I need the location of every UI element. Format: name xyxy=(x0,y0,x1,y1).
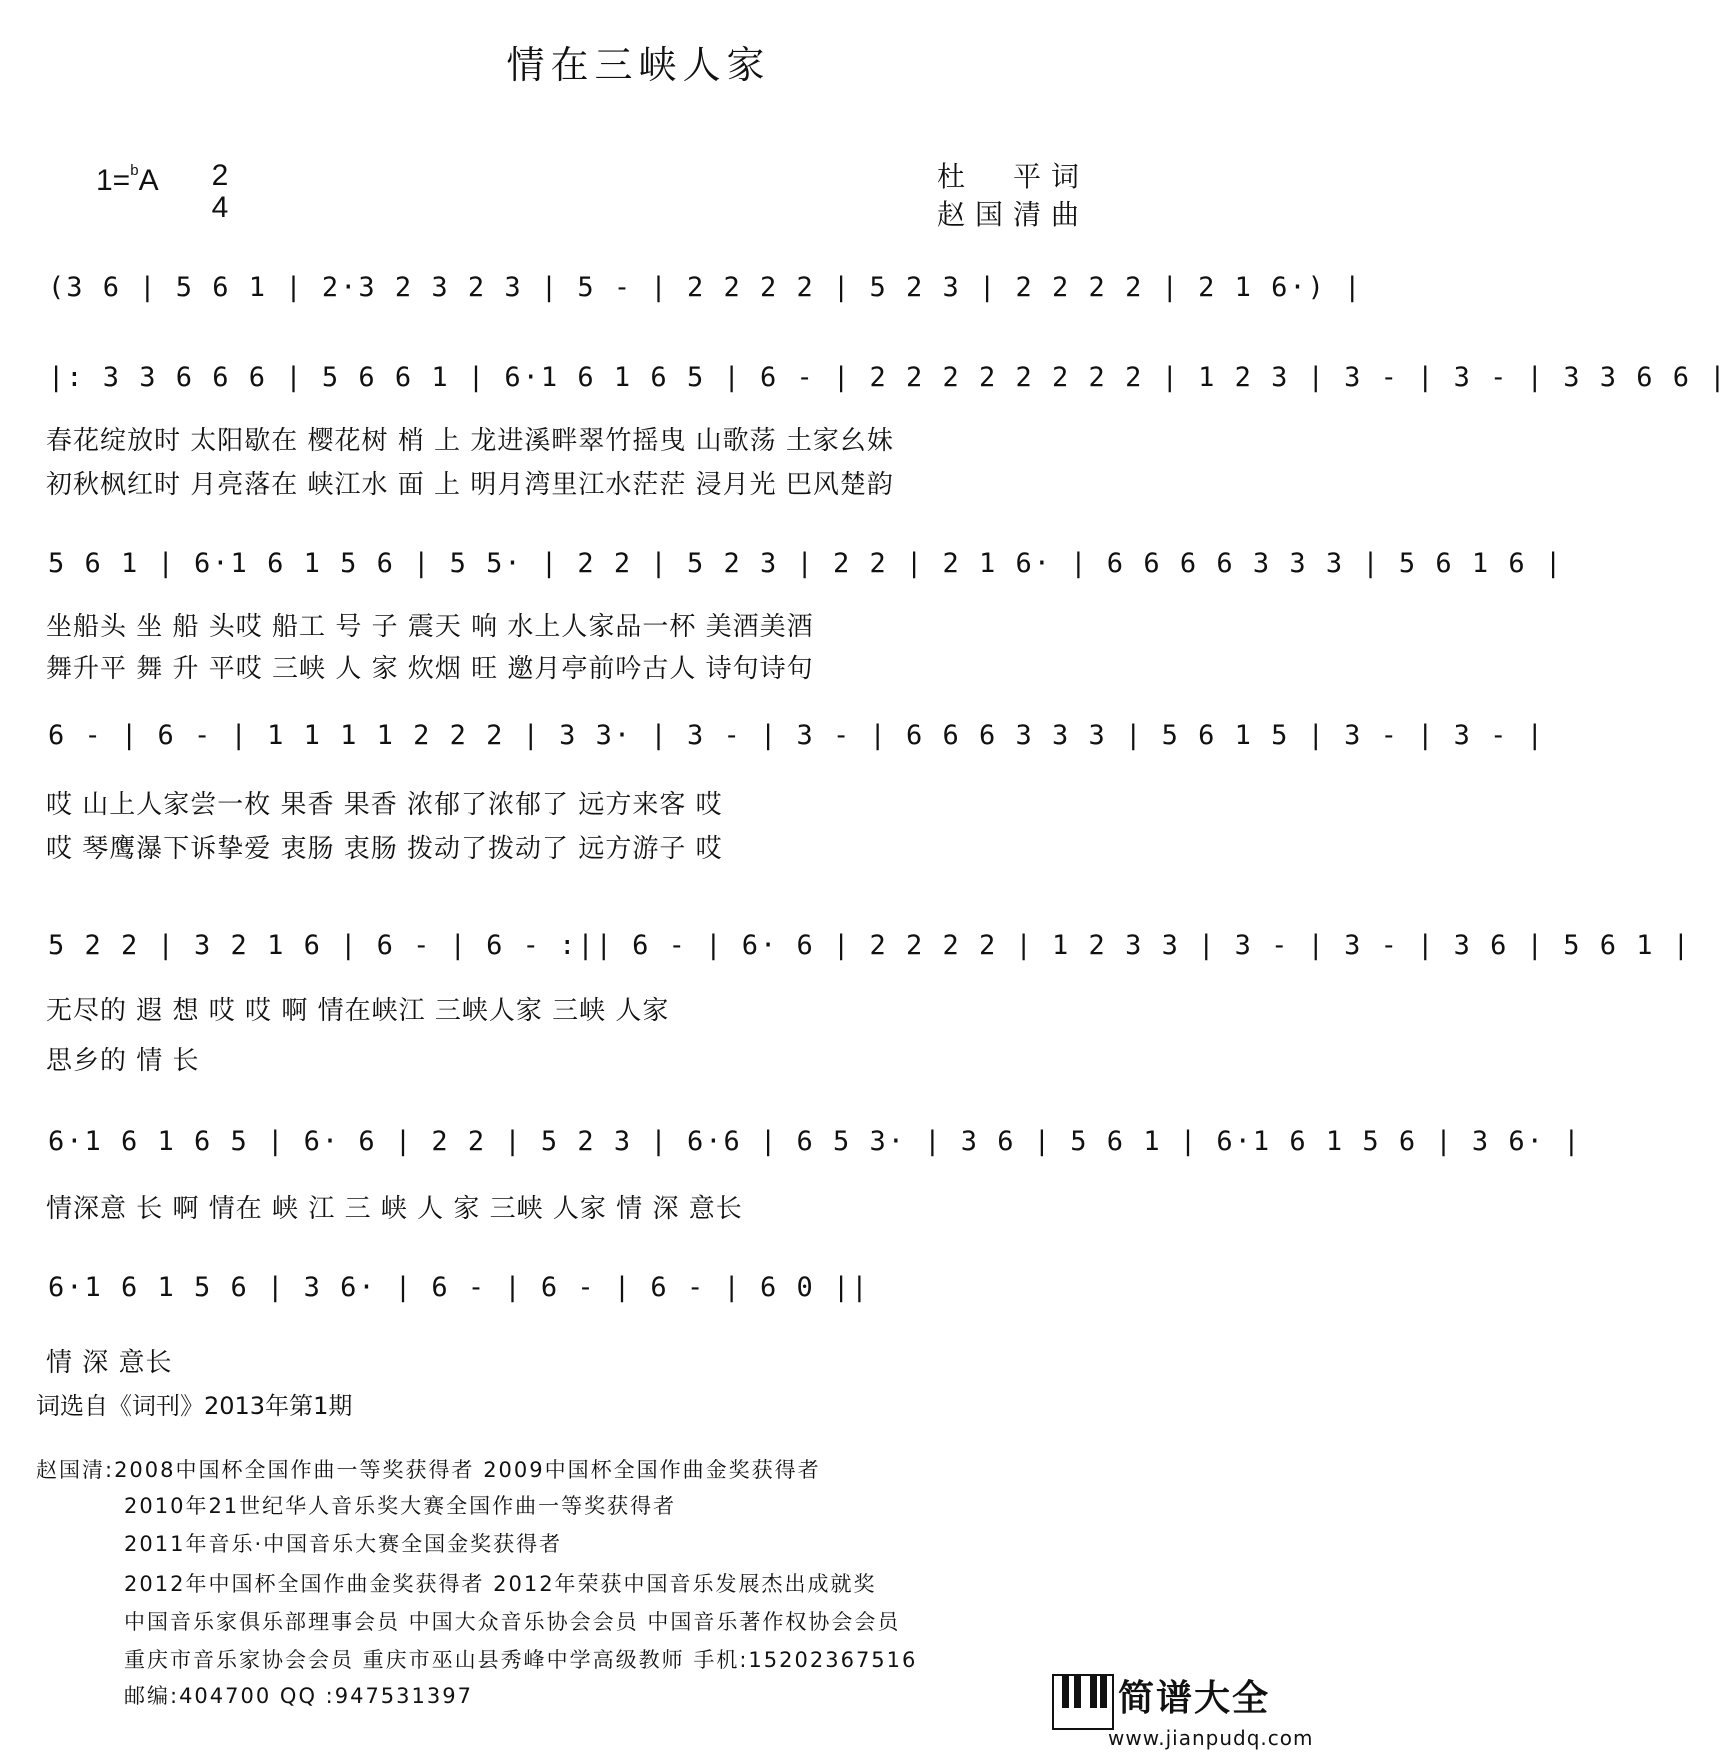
time-signature-bottom: 4 xyxy=(211,191,229,224)
bio-line-4: 2012年中国杯全国作曲金奖获得者 2012年荣获中国音乐发展杰出成就奖 xyxy=(124,1572,877,1596)
bio-line-5: 中国音乐家俱乐部理事会员 中国大众音乐协会会员 中国音乐著作权协会会员 xyxy=(124,1610,901,1634)
score-line-6-lyrics-verse1: 情深意 长 啊 情在 峡 江 三 峡 人 家 三峡 人家 情 深 意长 xyxy=(46,1194,743,1224)
bio-line-3: 2011年音乐·中国音乐大赛全国金奖获得者 xyxy=(124,1532,563,1556)
piano-keys-icon xyxy=(1052,1674,1114,1730)
key-flat: b xyxy=(130,162,139,179)
score-line-2-lyrics-verse2: 初秋枫红时 月亮落在 峡江水 面 上 明月湾里江水茫茫 浸月光 巴风楚韵 xyxy=(46,470,894,500)
score-line-3-lyrics-verse1: 坐船头 坐 船 头哎 船工 号 子 震天 响 水上人家品一杯 美酒美酒 xyxy=(46,612,814,642)
bio-line-2: 2010年21世纪华人音乐奖大赛全国作曲一等奖获得者 xyxy=(124,1494,677,1518)
score-line-4-notes: 6 - | 6 - | 1 1 1 1 2 2 2 | 3 3· | 3 - | 3 - | 6 6 6 3 3 3 | 5 6 1 5 | 3 - | 3 - | xyxy=(48,720,1545,751)
score-line-4-lyrics-verse1: 哎 山上人家尝一枚 果香 果香 浓郁了浓郁了 远方来客 哎 xyxy=(46,790,723,820)
lyrics-source-note: 词选自《词刊》2013年第1期 xyxy=(36,1392,353,1420)
score-line-4-lyrics-verse2: 哎 琴鹰瀑下诉挚爱 衷肠 衷肠 拨动了拨动了 远方游子 哎 xyxy=(46,834,723,864)
time-signature xyxy=(208,160,232,224)
lyricist-credit: 杜 平词 xyxy=(936,160,1089,193)
score-line-5-notes: 5 2 2 | 3 2 1 6 | 6 - | 6 - :|| 6 - | 6· 6 | 2 2 2 2 | 1 2 3 3 | 3 - | 3 - | 3 6 | 5 6 1 | xyxy=(48,930,1691,961)
logo-url: www.jianpudq.com xyxy=(1108,1726,1314,1750)
score-line-2-lyrics-verse1: 春花绽放时 太阳歇在 樱花树 梢 上 龙进溪畔翠竹摇曳 山歌荡 土家幺妹 xyxy=(46,426,894,456)
score-line-3-notes: 5 6 1 | 6·1 6 1 5 6 | 5 5· | 2 2 | 5 2 3 | 2 2 | 2 1 6· | 6 6 6 6 3 3 3 | 5 6 1 6 | xyxy=(48,548,1564,579)
score-line-1-notes: (3 6 | 5 6 1 | 2·3 2 3 2 3 | 5 - | 2 2 2 2 | 5 2 3 | 2 2 2 2 | 2 1 6·) | xyxy=(48,272,1363,303)
score-line-6-notes: 6·1 6 1 6 5 | 6· 6 | 2 2 | 5 2 3 | 6·6 | 6 5 3· | 3 6 | 5 6 1 | 6·1 6 1 5 6 | 3 6· | xyxy=(48,1126,1582,1157)
key-prefix: 1= xyxy=(96,164,131,197)
score-line-3-lyrics-verse2: 舞升平 舞 升 平哎 三峡 人 家 炊烟 旺 邀月亭前吟古人 诗句诗句 xyxy=(46,654,814,684)
score-line-5-lyrics-verse1: 无尽的 遐 想 哎 哎 啊 情在峡江 三峡人家 三峡 人家 xyxy=(46,996,670,1026)
logo-name: 简谱大全 xyxy=(1118,1678,1271,1719)
bio-line-6: 重庆市音乐家协会会员 重庆市巫山县秀峰中学高级教师 手机:15202367516 xyxy=(124,1648,918,1672)
time-signature-top: 2 xyxy=(211,159,229,192)
bio-line-1: 赵国清:2008中国杯全国作曲一等奖获得者 2009中国杯全国作曲金奖获得者 xyxy=(36,1458,821,1482)
score-line-7-lyrics-verse1: 情 深 意长 xyxy=(46,1348,173,1378)
key-signature xyxy=(96,164,159,198)
key-note: A xyxy=(138,164,159,197)
score-line-7-notes: 6·1 6 1 5 6 | 3 6· | 6 - | 6 - | 6 - | 6 0 || xyxy=(48,1272,870,1303)
score-line-5-lyrics-verse2: 思乡的 情 长 xyxy=(46,1046,200,1076)
credits xyxy=(937,158,1089,234)
composer-credit: 赵国清曲 xyxy=(936,198,1089,231)
bio-line-7: 邮编:404700 QQ :947531397 xyxy=(124,1684,473,1708)
score-line-2-notes: |: 3 3 6 6 6 | 5 6 6 1 | 6·1 6 1 6 5 | 6 - | 2 2 2 2 2 2 2 2 | 1 2 3 | 3 - | 3 - | 3 3 6 6 | xyxy=(48,362,1728,393)
site-logo xyxy=(1052,1670,1314,1752)
song-title: 情在三峡人家 xyxy=(506,43,771,87)
